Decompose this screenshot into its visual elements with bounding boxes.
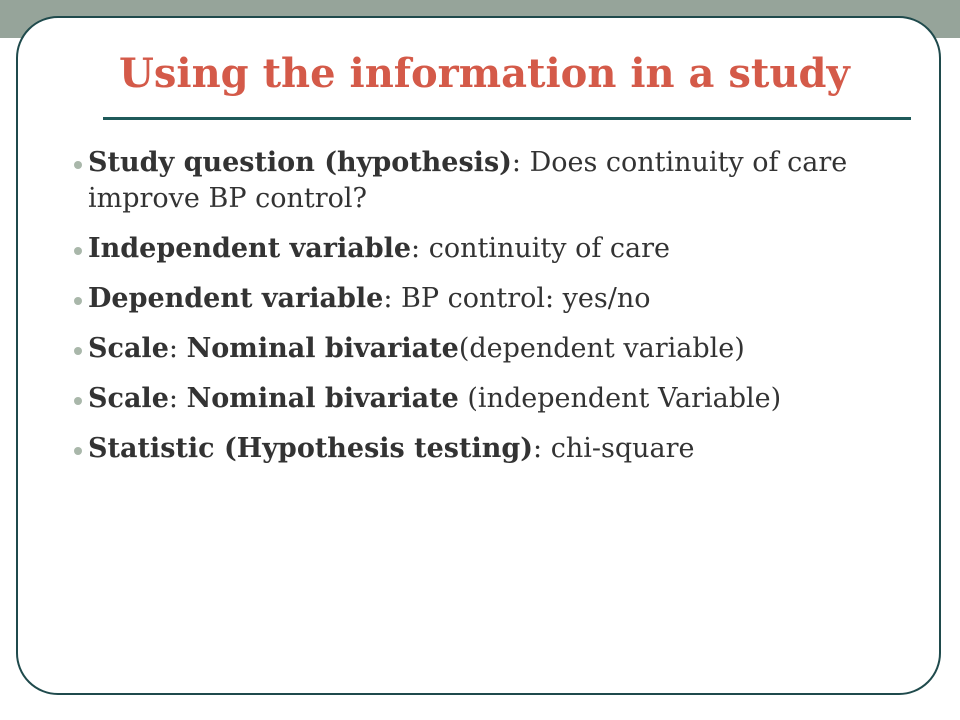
bullet-scale-value: Nominal bivariate (186, 383, 459, 414)
bullet-text (88, 431, 874, 467)
bullet-dot-icon (74, 397, 82, 405)
bullet-label: Independent variable (88, 233, 412, 264)
bullet-label: Statistic (Hypothesis testing) (88, 433, 534, 464)
bullet-detail: (dependent variable) (458, 333, 745, 364)
bullet-text (88, 145, 874, 217)
bullet-detail: : chi-square (533, 433, 695, 464)
bullet-text (88, 281, 874, 317)
bullet-item-study-question (74, 145, 874, 217)
title-underline (103, 117, 911, 120)
bullet-detail: (independent Variable) (458, 383, 782, 414)
bullet-dot-icon (74, 447, 82, 455)
bullet-item-dependent-variable (74, 281, 874, 317)
bullet-label: Scale (88, 383, 169, 414)
bullet-text (88, 331, 874, 367)
bullet-text (88, 231, 874, 267)
bullet-dot-icon (74, 247, 82, 255)
bullet-scale-value: Nominal bivariate (186, 333, 459, 364)
bullet-item-statistic (74, 431, 874, 467)
bullet-dot-icon (74, 161, 82, 169)
bullet-dot-icon (74, 347, 82, 355)
bullet-text (88, 381, 874, 417)
bullet-dot-icon (74, 297, 82, 305)
bullet-detail: : Does continuity of care improve BP control? (88, 147, 848, 214)
bullet-item-scale-dependent (74, 331, 874, 367)
bullet-label: Scale (88, 333, 169, 364)
bullet-detail: : continuity of care (411, 233, 671, 264)
bullet-item-independent-variable (74, 231, 874, 267)
bullet-detail: : BP control: yes/no (383, 283, 651, 314)
bullet-label: Study question (hypothesis) (88, 147, 512, 178)
bullet-item-scale-independent (74, 381, 874, 417)
slide-title: Using the information in a study (119, 50, 850, 97)
bullet-separator: : (168, 333, 187, 364)
bullet-label: Dependent variable (88, 283, 384, 314)
bullet-list (74, 145, 874, 481)
bullet-separator: : (168, 383, 187, 414)
